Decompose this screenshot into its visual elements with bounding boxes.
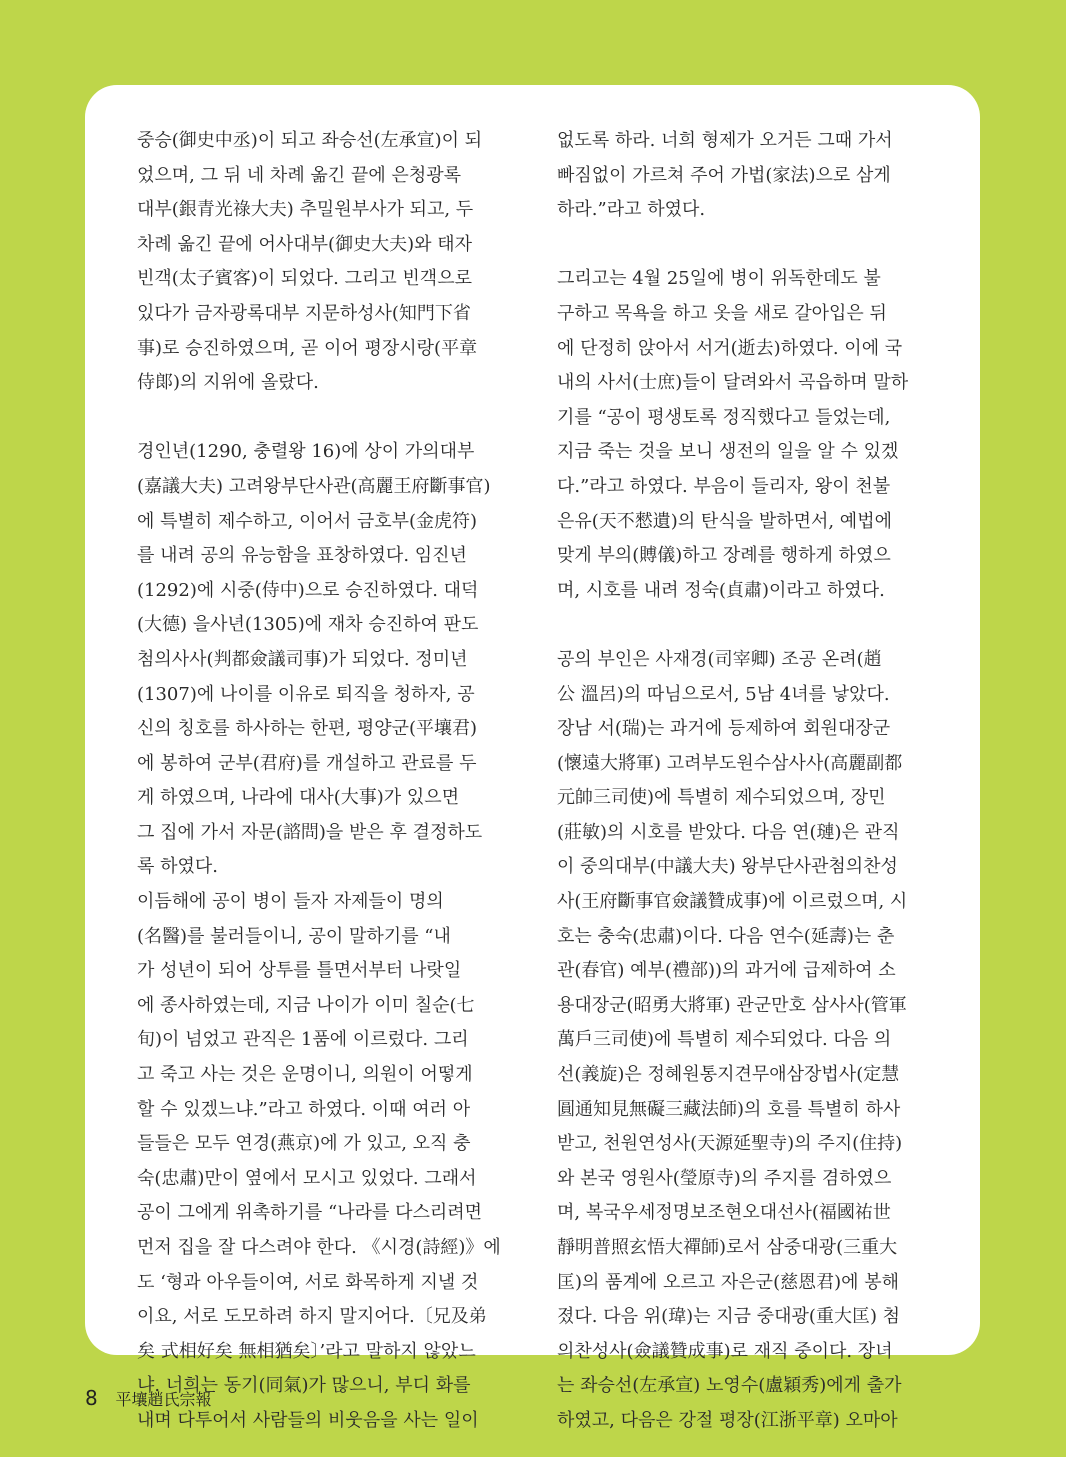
text-line: 호는 충숙(忠肅)이다. 다음 연수(延壽)는 춘 xyxy=(557,925,895,947)
paragraph xyxy=(557,262,929,608)
text-line: 는 좌승선(左承宣) 노영수(盧穎秀)에게 출가 xyxy=(557,1375,902,1397)
text-line: 元帥三司使)에 특별히 제수되었으며, 장민 xyxy=(557,787,886,809)
text-line: 匡)의 품계에 오르고 자은군(慈恩君)에 봉해 xyxy=(557,1271,899,1293)
text-line: 은유(天不憖遺)의 탄식을 발하면서, 예법에 xyxy=(557,510,892,532)
right-column xyxy=(557,124,929,1439)
text-line: 하라.”라고 하였다. xyxy=(557,199,706,221)
text-line: 공의 부인은 사재경(司宰卿) 조공 온려(趙 xyxy=(557,648,882,670)
text-line: 빈객(太子賓客)이 되었다. 그리고 빈객으로 xyxy=(137,268,472,290)
text-line: 萬戶三司使)에 특별히 제수되었다. 다음 의 xyxy=(557,1029,892,1051)
text-line: 하였고, 다음은 강절 평장(江浙平章) 오마아 xyxy=(557,1409,898,1431)
text-line: 냐. 너희는 동기(同氣)가 많으니, 부디 화를 xyxy=(137,1375,471,1397)
text-line: 며, 시호를 내려 정숙(貞肅)이라고 하였다. xyxy=(557,579,885,601)
text-line: 용대장군(昭勇大將軍) 관군만호 삼사사(管軍 xyxy=(557,994,907,1016)
text-line: 事)로 승진하였으며, 곧 이어 평장시랑(平章 xyxy=(137,337,478,359)
text-line: (懷遠大將軍) 고려부도원수삼사사(高麗副都 xyxy=(557,752,903,774)
text-line: 를 내려 공의 유능함을 표창하였다. 임진년 xyxy=(137,545,467,567)
text-line: 내의 사서(士庶)들이 달려와서 곡읍하며 말하 xyxy=(557,372,909,394)
text-line: 신의 칭호를 하사하는 한편, 평양군(平壤君) xyxy=(137,718,478,740)
text-line: 지금 죽는 것을 보니 생전의 일을 알 수 있겠 xyxy=(557,441,899,463)
text-line: (1307)에 나이를 이유로 퇴직을 청하자, 공 xyxy=(137,683,475,705)
text-line: 록 하였다. xyxy=(137,856,218,878)
text-line: 공이 그에게 위촉하기를 “나라를 다스리려면 xyxy=(137,1202,483,1224)
text-line: 圓通知見無礙三藏法師)의 호를 특별히 하사 xyxy=(557,1098,901,1120)
text-line: (嘉議大夫) 고려왕부단사관(高麗王府斷事官) xyxy=(137,475,491,497)
text-line: 에 단정히 앉아서 서거(逝去)하였다. 이에 국 xyxy=(557,337,903,359)
text-line: 그리고는 4월 25일에 병이 위독한데도 불 xyxy=(557,268,881,290)
text-line: 있다가 금자광록대부 지문하성사(知門下省 xyxy=(137,302,471,324)
text-line: 기를 “공이 평생토록 정직했다고 들었는데, xyxy=(557,406,891,428)
text-line: 졌다. 다음 위(瑋)는 지금 중대광(重大匡) 첨 xyxy=(557,1306,901,1328)
page-footer xyxy=(85,1386,211,1410)
text-line: 靜明普照玄悟大禪師)로서 삼중대광(三重大 xyxy=(557,1237,898,1258)
paragraph-gap xyxy=(137,401,509,436)
paragraph xyxy=(137,435,509,885)
text-line: 도 ‘형과 아우들이여, 서로 화목하게 지낼 것 xyxy=(137,1271,479,1293)
paragraph xyxy=(137,124,509,401)
text-line: 먼저 집을 잘 다스려야 한다. 《시경(詩經)》에 xyxy=(137,1237,501,1258)
text-line: 관(春官) 예부(禮部))의 과거에 급제하여 소 xyxy=(557,960,896,982)
text-line: 차례 옮긴 끝에 어사대부(御史大夫)와 태자 xyxy=(137,233,472,255)
text-line: (大德) 을사년(1305)에 재차 승진하여 판도 xyxy=(137,614,479,636)
text-line: 중승(御史中丞)이 되고 좌승선(左承宣)이 되 xyxy=(137,130,483,151)
text-line: 다.”라고 하였다. 부음이 들리자, 왕이 천불 xyxy=(557,475,891,497)
text-line: 에 봉하여 군부(君府)를 개설하고 관료를 두 xyxy=(137,752,477,774)
text-line: 첨의사사(判都僉議司事)가 되었다. 정미년 xyxy=(137,648,468,670)
text-line: 며, 복국우세정명보조현오대선사(福國祐世 xyxy=(557,1202,891,1224)
paragraph-gap xyxy=(557,608,929,643)
text-line: 고 죽고 사는 것은 운명이니, 의원이 어떻게 xyxy=(137,1064,473,1086)
left-column xyxy=(137,124,509,1439)
text-line: 할 수 있겠느냐.”라고 하였다. 이때 여러 아 xyxy=(137,1098,471,1120)
text-line: 矣 式相好矣 無相猶矣〕’라고 말하지 않았느 xyxy=(137,1340,476,1362)
text-line: 公 溫呂)의 따님으로서, 5남 4녀를 낳았다. xyxy=(557,683,890,705)
publication-title: 平壤趙氏宗報 xyxy=(115,1390,212,1409)
paragraph-gap xyxy=(557,228,929,263)
text-line: 가 성년이 되어 상투를 틀면서부터 나랏일 xyxy=(137,960,462,982)
text-line: (莊敏)의 시호를 받았다. 다음 연(璉)은 관직 xyxy=(557,821,900,843)
text-line: 선(義旋)은 정혜원통지견무애삼장법사(定慧 xyxy=(557,1064,900,1086)
text-line: 에 종사하였는데, 지금 나이가 이미 칠순(七 xyxy=(137,994,475,1016)
text-line: 侍郞)의 지위에 올랐다. xyxy=(137,372,319,394)
text-line: 었으며, 그 뒤 네 차례 옮긴 끝에 은청광록 xyxy=(137,164,461,186)
page-number: 8 xyxy=(85,1386,98,1410)
text-line: 旬)이 넘었고 관직은 1품에 이르렀다. 그리 xyxy=(137,1029,469,1051)
text-line: (1292)에 시중(侍中)으로 승진하였다. 대덕 xyxy=(137,579,479,601)
text-line: 받고, 천원연성사(天源延聖寺)의 주지(住持) xyxy=(557,1133,903,1155)
text-line: 경인년(1290, 충렬왕 16)에 상이 가의대부 xyxy=(137,441,475,463)
text-line: 구하고 목욕을 하고 옷을 새로 갈아입은 뒤 xyxy=(557,302,887,324)
text-line: 장남 서(瑞)는 과거에 등제하여 회원대장군 xyxy=(557,718,891,740)
text-line: 대부(銀青光祿大夫) 추밀원부사가 되고, 두 xyxy=(137,199,474,221)
text-line: 이 중의대부(中議大夫) 왕부단사관첨의찬성 xyxy=(557,856,898,878)
text-line: (名醫)를 불러들이니, 공이 말하기를 “내 xyxy=(137,925,451,947)
text-line: 들들은 모두 연경(燕京)에 가 있고, 오직 충 xyxy=(137,1133,471,1155)
text-line: 의찬성사(僉議贊成事)로 재직 중이다. 장녀 xyxy=(557,1340,893,1362)
text-line: 빠짐없이 가르쳐 주어 가법(家法)으로 삼게 xyxy=(557,164,891,186)
text-line: 게 하였으며, 나라에 대사(大事)가 있으면 xyxy=(137,787,460,809)
text-line: 숙(忠肅)만이 옆에서 모시고 있었다. 그래서 xyxy=(137,1167,477,1189)
text-line: 이듬해에 공이 병이 들자 자제들이 명의 xyxy=(137,891,444,913)
paragraph xyxy=(137,885,509,1439)
text-line: 이요, 서로 도모하려 하지 말지어다.〔兄及弟 xyxy=(137,1306,487,1328)
paragraph xyxy=(557,643,929,1439)
text-line: 맞게 부의(賻儀)하고 장례를 행하게 하였으 xyxy=(557,545,891,567)
text-line: 사(王府斷事官僉議贊成事)에 이르렀으며, 시 xyxy=(557,891,908,913)
text-line: 없도록 하라. 너희 형제가 오거든 그때 가서 xyxy=(557,130,893,151)
text-line: 내며 다투어서 사람들의 비웃음을 사는 일이 xyxy=(137,1409,479,1431)
paragraph xyxy=(557,124,929,228)
text-line: 에 특별히 제수하고, 이어서 금호부(金虎符) xyxy=(137,510,478,532)
text-line: 그 집에 가서 자문(諮問)을 받은 후 결정하도 xyxy=(137,821,483,843)
text-line: 와 본국 영원사(瑩原寺)의 주지를 겸하였으 xyxy=(557,1167,892,1189)
